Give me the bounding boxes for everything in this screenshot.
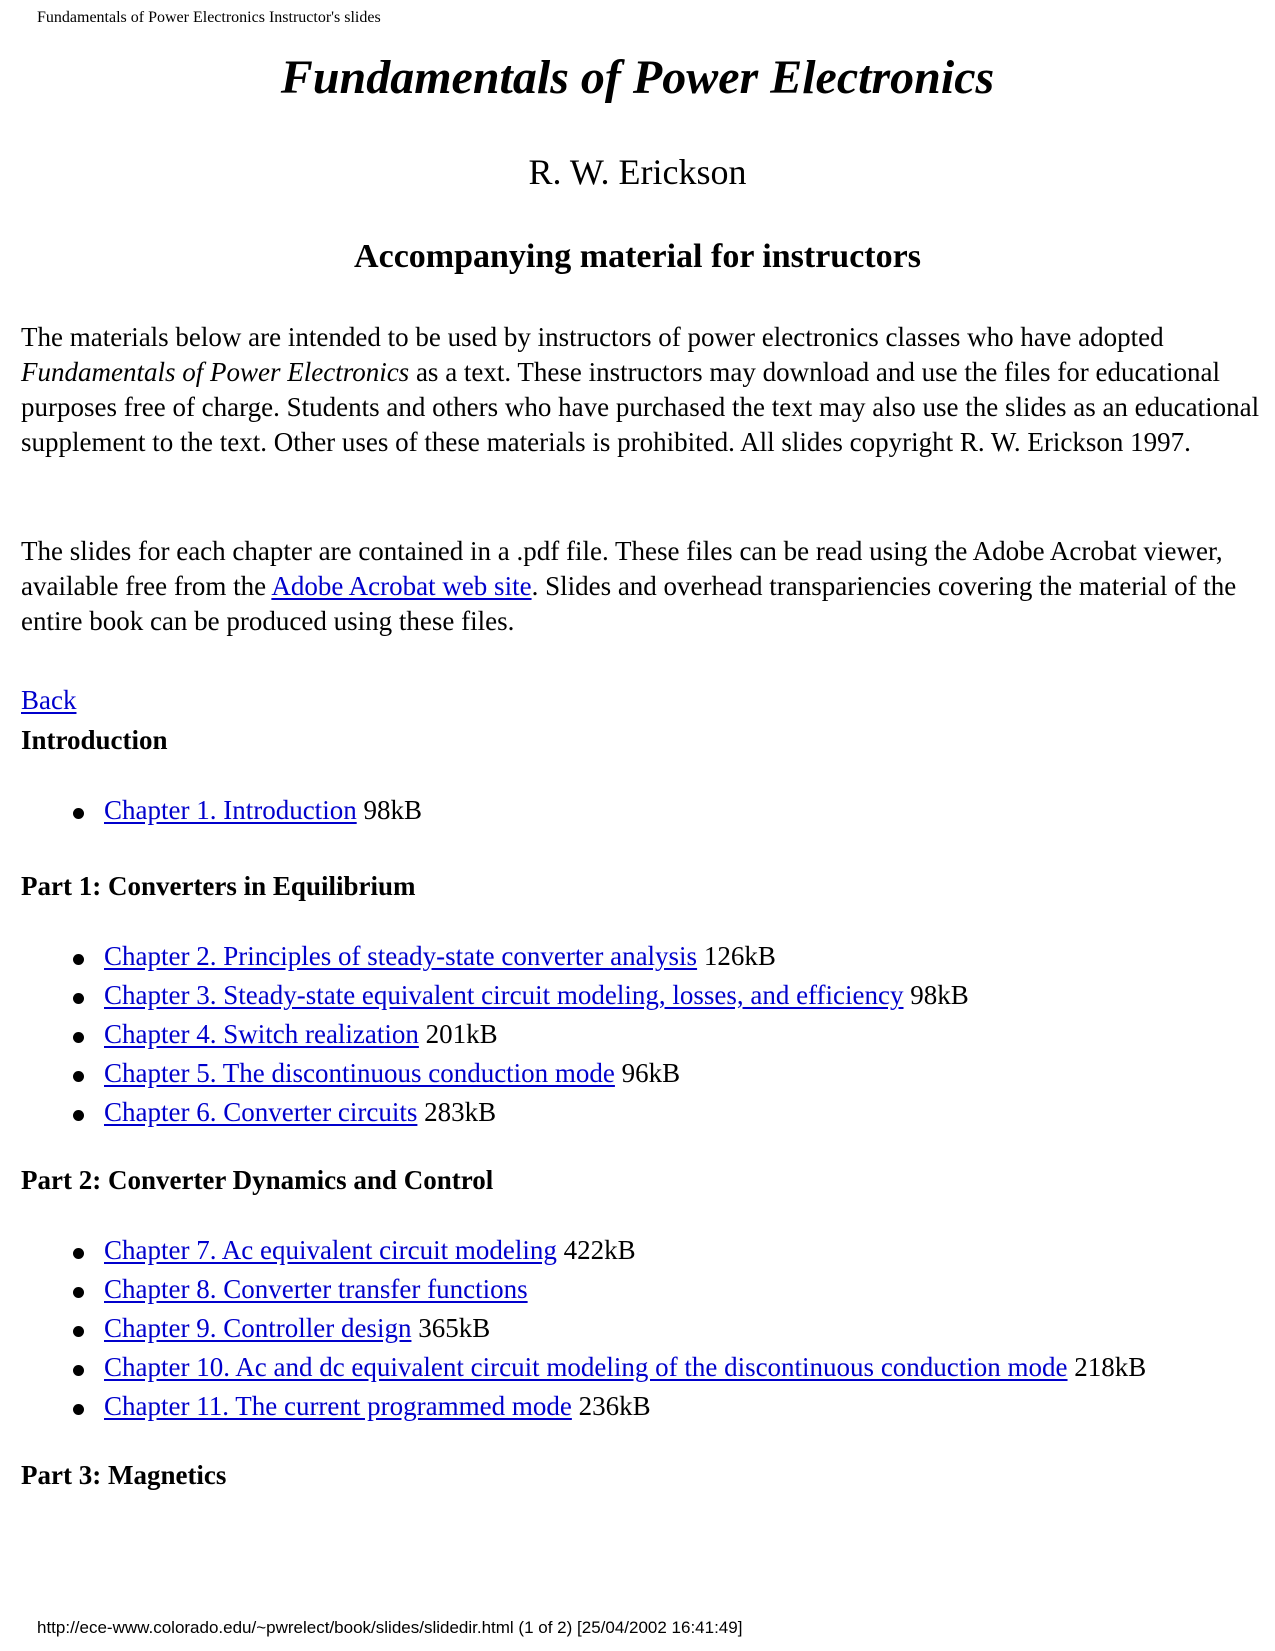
chapter-list-introduction [0,791,422,830]
section-heading-part-3: Part 3: Magnetics [21,1460,227,1490]
bullet-icon [73,1032,84,1043]
chapter-1-link[interactable]: Chapter 1. Introduction [104,795,357,825]
list-item [0,1348,1146,1387]
list-item [0,1387,1146,1426]
section-heading-part-1: Part 1: Converters in Equilibrium [21,871,416,901]
chapter-list-part-2 [0,1231,1146,1426]
file-size: 98kB [356,795,422,825]
list-item [0,976,969,1015]
bullet-icon [73,1365,84,1376]
file-size: 422kB [556,1235,636,1265]
intro-paragraph-2 [21,534,1261,639]
back-link[interactable]: Back [21,685,77,715]
chapter-11-link[interactable]: Chapter 11. The current programmed mode [104,1391,572,1421]
chapter-7-link[interactable]: Chapter 7. Ac equivalent circuit modeling [104,1235,557,1265]
section-heading-introduction: Introduction [21,725,168,755]
list-item [0,1309,1146,1348]
file-size: 283kB [417,1097,497,1127]
chapter-5-link[interactable]: Chapter 5. The discontinuous conduction mode [104,1058,615,1088]
list-item [0,1054,969,1093]
bullet-icon [73,1404,84,1415]
list-item [0,1015,969,1054]
list-item [0,791,422,830]
print-header: Fundamentals of Power Electronics Instructor's slides [37,9,381,26]
bullet-icon [73,1326,84,1337]
chapter-9-link[interactable]: Chapter 9. Controller design [104,1313,412,1343]
file-size: 201kB [418,1019,498,1049]
bullet-icon [73,808,84,819]
bullet-icon [73,993,84,1004]
bullet-icon [73,1287,84,1298]
intro-text: as a text. These instructors may download and use the files for educational purposes free of charge. Students and others who have purchased the text may also use the slides as an educational supplement to the text. Other uses of these materials is prohibited. All slides copyright R. W. Erickson 1997. [21,357,1260,457]
chapter-3-link[interactable]: Chapter 3. Steady-state equivalent circuit modeling, losses, and efficiency [104,980,904,1010]
file-size: 96kB [614,1058,681,1088]
book-title-italic: Fundamentals of Power Electronics [21,357,410,387]
chapter-4-link[interactable]: Chapter 4. Switch realization [104,1019,419,1049]
print-footer-url: http://ece-www.colorado.edu/~pwrelect/book/slides/slidedir.html (1 of 2) [25/04/2002 16:41:49] [37,1618,743,1637]
file-size: 236kB [571,1391,651,1421]
chapter-8-link[interactable]: Chapter 8. Converter transfer functions [104,1274,528,1304]
intro-text: The materials below are intended to be used by instructors of power electronics classes who have adopted [21,322,1164,352]
chapter-10-link[interactable]: Chapter 10. Ac and dc equivalent circuit modeling of the discontinuous conduction mode [104,1352,1068,1382]
chapter-2-link[interactable]: Chapter 2. Principles of steady-state converter analysis [104,941,698,971]
intro-text: . Slides and overhead transpariencies covering the material of the entire book can be produced using these files. [21,571,1237,636]
author-name: R. W. Erickson [528,152,747,192]
list-item [0,937,969,976]
chapter-list-part-1 [0,937,969,1132]
file-size: 365kB [411,1313,491,1343]
chapter-6-link[interactable]: Chapter 6. Converter circuits [104,1097,418,1127]
adobe-acrobat-link[interactable]: Adobe Acrobat web site [271,571,532,601]
page-subtitle: Accompanying material for instructors [354,238,921,275]
intro-text: The slides for each chapter are contained in a .pdf file. These files can be read using the Adobe Acrobat viewer, available free from the [21,536,1223,601]
file-size: 98kB [903,980,969,1010]
list-item [0,1231,1146,1270]
file-size: 126kB [697,941,776,971]
bullet-icon [73,1071,84,1082]
bullet-icon [73,954,84,965]
page-title: Fundamentals of Power Electronics [280,51,995,104]
list-item [0,1270,1146,1309]
file-size: 218kB [1067,1352,1147,1382]
list-item [0,1093,969,1132]
section-heading-part-2: Part 2: Converter Dynamics and Control [21,1165,494,1195]
bullet-icon [73,1248,84,1259]
bullet-icon [73,1110,84,1121]
intro-paragraph-1 [21,320,1261,460]
